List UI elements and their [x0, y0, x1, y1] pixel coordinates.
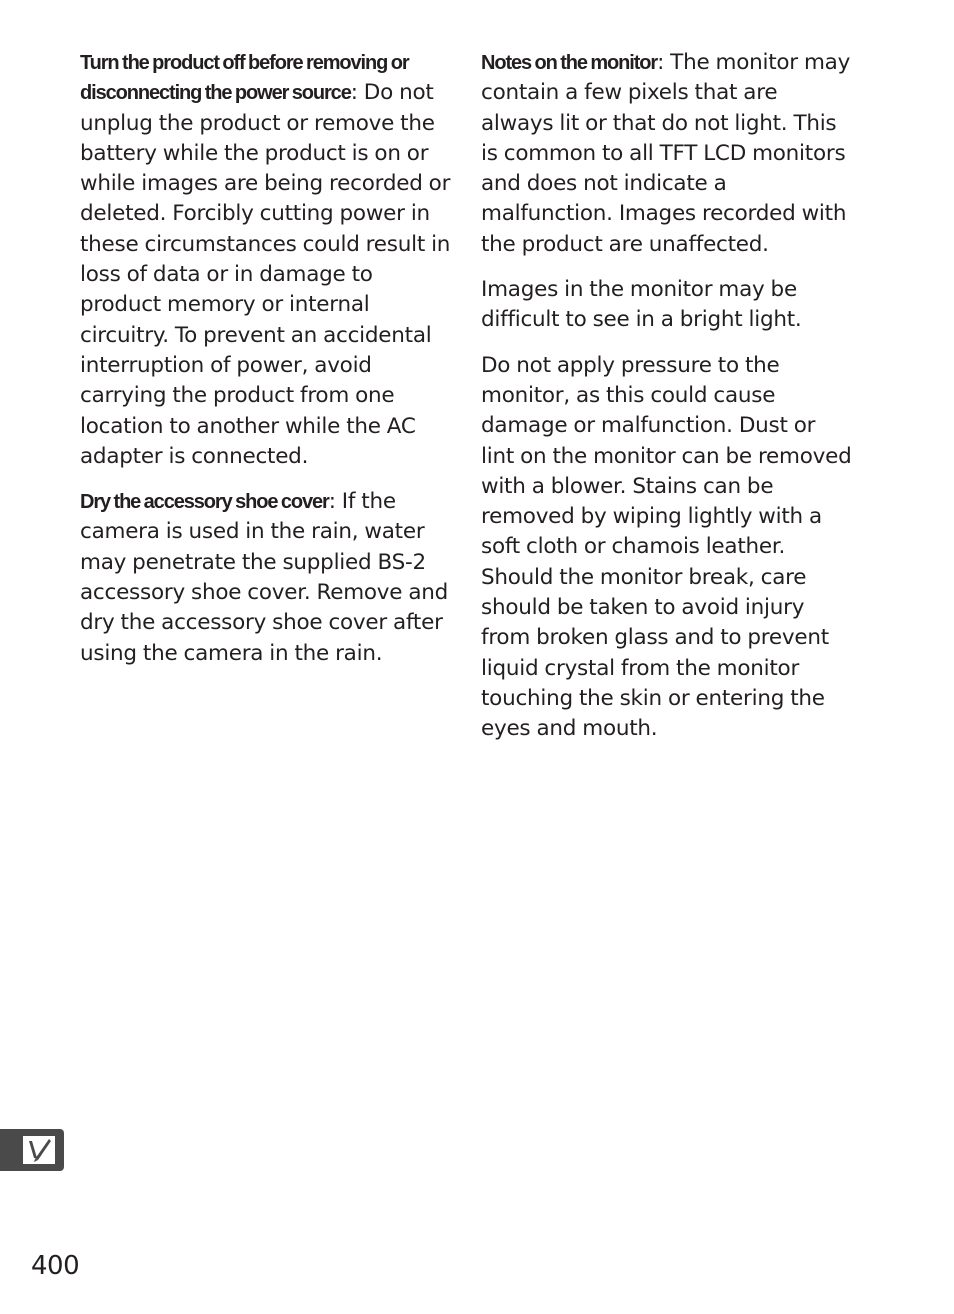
paragraph-heading: Dry the accessory shoe cover — [80, 491, 329, 514]
paragraph-body: : Do not unplug the product or remove the battery while the product is on or while images are being recorded or deleted. Forcibly cutting power in these circumstances could result in loss of data or in damage to product memory or internal circuitry. To prevent an accidental interruption of power, avoid carrying the product from one location to another while the AC adapter is connected. — [80, 80, 451, 469]
paragraph-shoe-cover — [80, 487, 452, 669]
paragraph-body: Images in the monitor may be difficult to see in a bright light. — [481, 277, 802, 333]
paragraph-bright-light — [481, 275, 853, 336]
paragraph-heading: Notes on the monitor — [481, 52, 658, 74]
paragraph-power-off — [80, 48, 452, 472]
paragraph-monitor-notes — [481, 48, 853, 260]
paragraph-body: : The monitor may contain a few pixels that are always lit or that do not light. This is common to all TFT LCD monitors and does not indicate a malfunction. Images recorded with the product are unaffected. — [481, 50, 851, 257]
paragraph-monitor-pressure — [481, 351, 853, 745]
paragraph-heading: Turn the product off before removing or disconnecting the power source — [80, 52, 409, 105]
paragraph-body: Do not apply pressure to the monitor, as this could cause damage or malfunction. Dust or lint on the monitor can be removed with a blower. Stains can be removed by wiping lightly with a soft cloth or chamois leather. Should the monitor break, care should be taken to avoid injury from broken glass and to prevent liquid crystal from the monitor touching the skin or entering the eyes and mouth. — [481, 352, 852, 742]
technical-notes-icon — [23, 1136, 55, 1164]
paragraph-body: : If the camera is used in the rain, water may penetrate the supplied BS-2 accessory shoe cover. Remove and dry the accessory shoe cover after using the camera in the rain. — [80, 489, 449, 666]
right-column — [481, 48, 853, 760]
page-number: 400 — [31, 1251, 80, 1281]
section-tab — [0, 1129, 64, 1171]
left-column — [80, 48, 452, 684]
